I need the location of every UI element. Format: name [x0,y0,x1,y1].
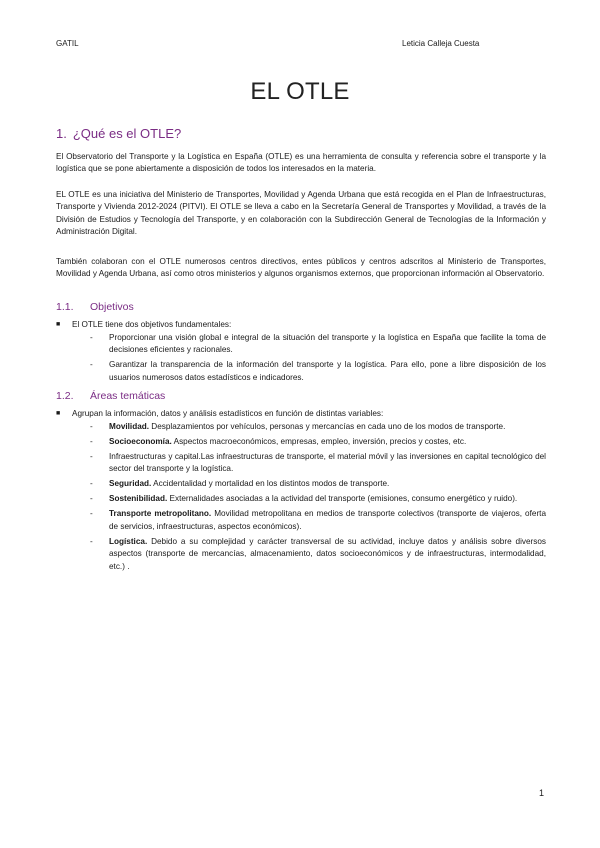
list-item: - Logística. Debido a su complejidad y carácter transversal de su actividad, incluye datos y análisis sobre diversos aspectos (transporte de mercancías, almacenamiento, datos socioeconómicos y de infraestructuras, intermodalidad, etc.) . [90,536,546,571]
section-1-2-number: 1.2. [56,390,74,402]
dash-bullet-icon: - [90,452,93,461]
section-1-heading [56,126,181,141]
dash-bullet-icon: - [90,422,93,431]
area-term: Movilidad. [109,422,150,431]
areas-list [90,421,546,576]
page-number: 1 [539,788,545,798]
page-title: EL OTLE [250,78,350,105]
list-item: - Transporte metropolitano. Movilidad metropolitana en medios de transporte colectivos (transporte de viajeros, oferta de servicios, infraestructuras, aspectos económicos). [90,509,546,531]
area-term: Logística. [109,536,148,546]
list-item: - Infraestructuras y capital.Las infraestructuras de transporte, el material móvil y las inversiones en capital tecnológico del sector del transporte y la logística. [90,452,546,474]
objectives-list [90,332,546,387]
section-1-number: 1. [56,126,67,141]
square-bullet-icon: ■ [56,410,61,417]
dash-bullet-icon: - [90,509,93,519]
list-item: - Sostenibilidad. Externalidades asociadas a la actividad del transporte (emisiones, consumo energético y ruido). [109,493,546,505]
paragraph-3: También colaboran con el OTLE numerosos centros directivos, entes públicos y centros adscritos al Ministerio de Transportes, Movilidad y Agenda Urbana, así como otros ministerios y algunos organismos externos, que proporcionan información al Observatorio. [56,257,546,279]
section-1-1-title: Objetivos [90,301,134,313]
header-right: Leticia Calleja Cuesta [402,39,480,48]
dash-bullet-icon: - [90,437,93,446]
area-term: Transporte metropolitano. [109,509,212,519]
list-item: - Socioeconomía. Aspectos macroeconómicos, empresas, empleo, inversión, precios y costes, etc. [109,436,546,448]
section-1-2-title: Áreas temáticas [90,390,166,402]
area-term: Seguridad. [109,479,152,489]
section-1-2-heading [56,390,165,402]
dash-bullet-icon: - [90,360,93,370]
section-1-1-heading [56,301,134,313]
section-1-title: ¿Qué es el OTLE? [72,126,182,141]
dash-bullet-icon: - [90,536,93,546]
area-term: Sostenibilidad. [109,494,168,504]
list-item: - Garantizar la transparencia de la información del transporte y la logística. Para ello, pone a libre disposición de los usuarios numerosos datos estadísticos e indicadores. [90,360,546,382]
paragraph-2: EL OTLE es una iniciativa del Ministerio de Transportes, Movilidad y Agenda Urbana que está recogida en el Plan de Infraestructuras, Transporte y Vivienda 2012-2024 (PITVI). El OTLE se lleva a cabo en la Secretaría General de Transportes y Movilidad, a través de la División de Estudios y Tecnología del Transporte, y en colaboración con la Subdirección General de Tecnologías de la Información y Administración Digital. [56,190,546,237]
paragraph-1: El Observatorio del Transporte y la Logística en España (OTLE) es una herramienta de consulta y referencia sobre el transporte y la logística que se pone abiertamente a disposición de todos los interesados en la materia. [56,152,546,174]
dash-bullet-icon: - [90,333,93,342]
header-left: GATIL [56,39,79,48]
list-item: - Seguridad. Accidentalidad y mortalidad en los distintos modos de transporte. [109,478,546,490]
objectives-bullet-text: El OTLE tiene dos objetivos fundamentales: [72,320,232,329]
areas-bullet-text: Agrupan la información, datos y análisis estadísticos en función de distintas variables: [72,409,384,418]
section-1-1-number: 1.1. [56,301,74,313]
list-item: - Movilidad. Desplazamientos por vehículos, personas y mercancías en cada uno de los modos de transporte. [109,421,546,433]
dash-bullet-icon: - [90,494,93,504]
square-bullet-icon: ■ [56,321,61,328]
area-term: Socioeconomía. [109,437,172,446]
list-item: - Proporcionar una visión global e integral de la situación del transporte y la logística en España que facilite la toma de decisiones eficientes y racionales. [90,333,546,355]
dash-bullet-icon: - [90,479,93,489]
